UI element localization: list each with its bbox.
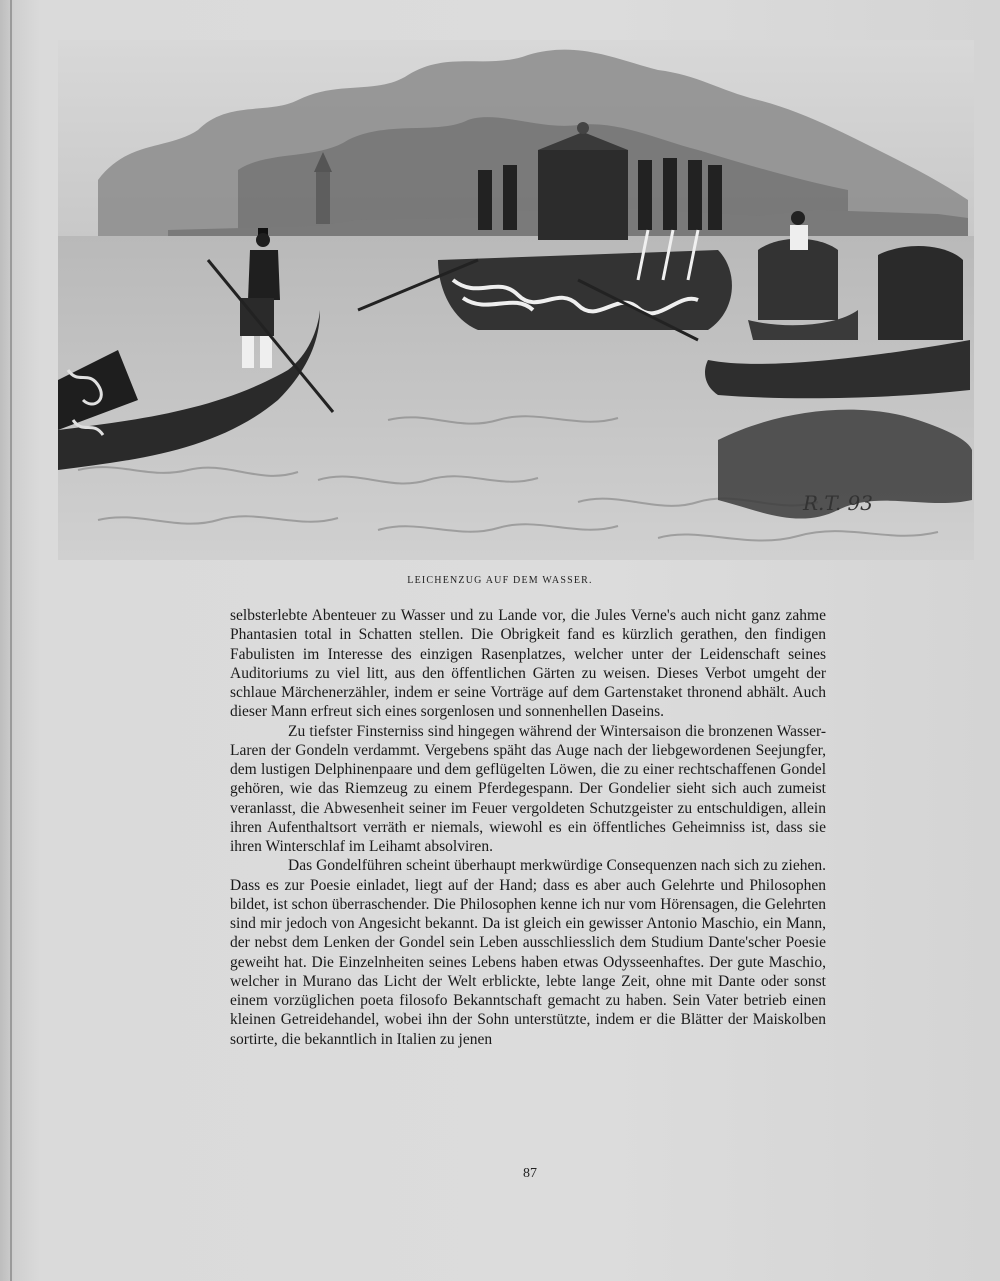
article-body bbox=[230, 606, 826, 1049]
artist-signature: R.T. 93 bbox=[803, 491, 873, 515]
figure-caption: LEICHENZUG AUF DEM WASSER. bbox=[407, 575, 593, 586]
paragraph: selbsterlebte Abenteuer zu Wasser und zu Lande vor, die Jules Verne's auch nicht ganz zahme Phantasien total in Schatten stellen. Die Obrigkeit fand es kürzlich gerathen, den findigen Fabulisten im Interesse des einzigen Rasenplatzes, welcher unter der Leidenschaft seines Auditoriums zu viel litt, aus den öffentlichen Gärten zu weisen. Dieses Verbot umgeht der schlaue Märchenerzähler, indem er seine Vorträge auf dem Gartenstaket thronend abhält. Auch dieser Mann erfreut sich eines sorgenlosen und sonnenhellen Daseins. bbox=[230, 607, 826, 721]
page-number: 87 bbox=[523, 1166, 537, 1181]
campanile-tower bbox=[316, 172, 330, 224]
binding-gutter bbox=[10, 0, 12, 1281]
paragraph: Zu tiefster Finsterniss sind hingegen während der Wintersaison die bronzenen Wasser-Laren der Gondeln verdammt. Vergebens späht das Auge nach der liebgewordenen Seejungfer, dem lustigen Delphinenpaare und dem geflügelten Löwen, die zu einer rechtschaffenen Gondel gehören, wie das Riemzeug zu einem Pferdegespann. Der Gondelier sieht sich auch zumeist veranlasst, die Abwesenheit seiner im Feuer vergoldeten Schutzgeister zu entschuldigen, allein ihren Aufenthaltsort verräth er niemals, wiewohl es ein öffentliches Geheimniss ist, dass sie ihren Winterschlaf im Leihamt absolviren. bbox=[230, 722, 826, 855]
illustration-funeral-procession bbox=[58, 40, 974, 560]
etching-image bbox=[58, 40, 974, 560]
paragraph: Das Gondelführen scheint überhaupt merkwürdige Consequenzen nach sich zu ziehen. Dass es zur Poesie einladet, liegt auf der Hand; dass es aber auch Gelehrte und Philosophen bildet, ist schon überraschender. Die Philosophen kenne ich nur vom Hörensagen, die Gelehrten sind mir jedoch von Angesicht bekannt. Da ist gleich ein gewisser Antonio Maschio, ein Mann, der nebst dem Lenken der Gondel sein Leben ausschliesslich dem Studium Dante'scher Poesie geweiht hat. Die Einzelnheiten seines Lebens haben etwas Odysseenhaftes. Der gute Maschio, welcher in Murano das Licht der Welt erblickte, lebte lange Zeit, ohne mit Dante oder sonst einem vorzüglichen poeta filosofo Bekanntschaft gemacht zu haben. Sein Vater betrieb einen kleinen Getreidehandel, wobei ihn der Sohn unterstützte, indem er die Blätter der Maiskolben sortirte, die bekanntlich in Italien zu jenen bbox=[230, 857, 826, 1048]
